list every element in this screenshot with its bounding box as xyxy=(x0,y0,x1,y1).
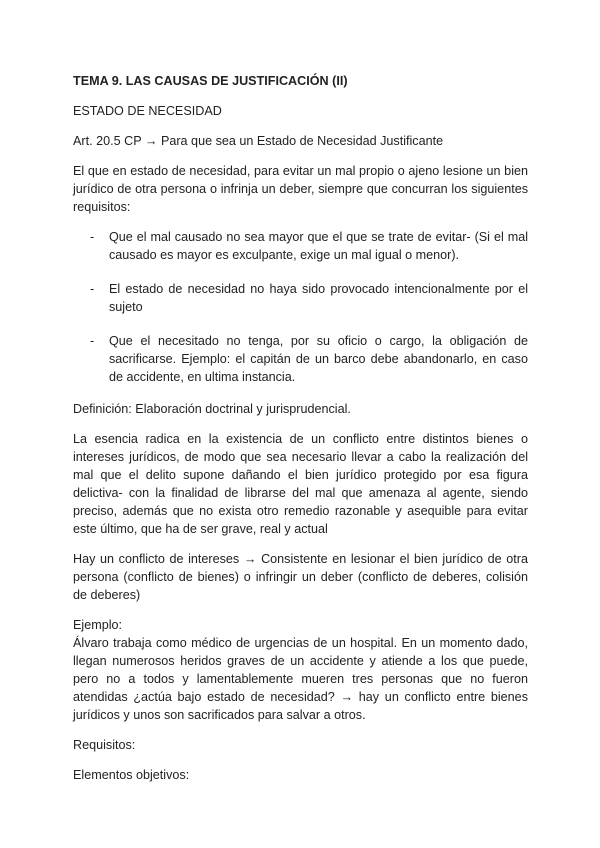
list-item xyxy=(73,332,528,386)
example-block xyxy=(73,616,528,724)
requisitos-label: Requisitos: xyxy=(73,738,136,752)
document-title: TEMA 9. LAS CAUSAS DE JUSTIFICACIÓN (II) xyxy=(73,74,348,88)
essence-paragraph: La esencia radica en la existencia de un conflicto entre distintos bienes o intereses jurídicos, de modo que sea necesario llevar a cabo la realización del mal que el delito supone dañando el bien jurídico protegido por esa figura delictiva- con la finalidad de librarse del mal que amenaza al agente, siendo preciso, además que no exista otro remedio razonable y asequible para evitar este último, que ha de ser grave, real y actual xyxy=(73,432,528,536)
document-page xyxy=(73,72,528,784)
definition-paragraph: Definición: Elaboración doctrinal y jurisprudencial. xyxy=(73,402,351,416)
example-text: Álvaro trabaja como médico de urgencias de un hospital. En un momento dado, llegan numerosos heridos graves de un accidente y atiende a los que puede, pero no a todos y lamentablemente mueren tres personas que no fueron atendidas ¿actúa bajo estado de necesidad? → hay un conflicto entre bienes jurídicos y unos son sacrificados para salvar a otros. xyxy=(73,636,528,722)
article-reference: Art. 20.5 CP → Para que sea un Estado de Necesidad Justificante xyxy=(73,134,444,148)
elementos-objetivos-label: Elementos objetivos: xyxy=(73,768,190,782)
intro-paragraph: El que en estado de necesidad, para evitar un mal propio o ajeno lesione un bien jurídico de otra persona o infrinja un deber, siempre que concurran los siguientes requisitos: xyxy=(73,164,528,214)
bullet-dash: - xyxy=(90,282,95,296)
list-item xyxy=(73,228,528,264)
requirements-list xyxy=(73,228,528,386)
list-item-text: El estado de necesidad no haya sido provocado intencionalmente por el sujeto xyxy=(109,282,528,314)
section-heading: ESTADO DE NECESIDAD xyxy=(73,104,222,118)
list-item xyxy=(73,280,528,316)
conflict-paragraph: Hay un conflicto de intereses → Consistente en lesionar el bien jurídico de otra persona (conflicto de bienes) o infringir un deber (conflicto de deberes, colisión de deberes) xyxy=(73,552,528,602)
example-label: Ejemplo: xyxy=(73,618,122,632)
bullet-dash: - xyxy=(90,334,95,348)
list-item-text: Que el necesitado no tenga, por su oficio o cargo, la obligación de sacrificarse. Ejemplo: el capitán de un barco debe abandonarlo, en caso de accidente, en ultima instancia. xyxy=(109,334,528,384)
bullet-dash: - xyxy=(90,230,95,244)
list-item-text: Que el mal causado no sea mayor que el que se trate de evitar- (Si el mal causado es mayor es exculpante, exige un mal igual o menor). xyxy=(109,230,528,262)
